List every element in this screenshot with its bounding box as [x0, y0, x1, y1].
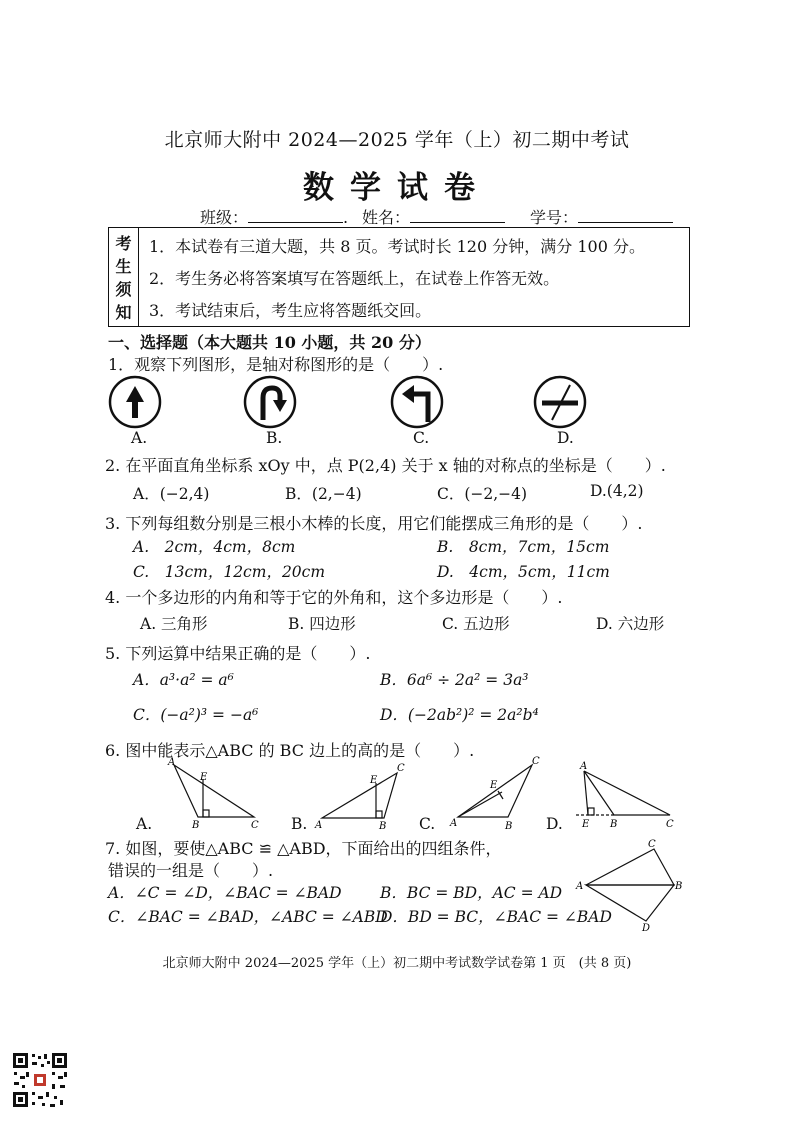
q5-option-c: C．(−a²)³ = −a⁶ — [133, 706, 259, 724]
name-label: 姓名： — [362, 208, 411, 227]
id-blank — [578, 208, 673, 223]
question-7-stem-line2: 错误的一组是（ ）. — [108, 861, 274, 880]
q3-option-a: A. 2cm，4cm，8cm — [133, 538, 296, 556]
u-turn-arrow-sign-icon — [245, 377, 295, 427]
svg-text:D: D — [642, 923, 651, 934]
name-blank — [410, 208, 505, 223]
q6-label-a: A. — [136, 815, 153, 833]
q7-option-c: C．∠BAC = ∠BAD，∠ABC = ∠ABD — [108, 908, 388, 926]
q5-option-d: D．(−2ab²)² = 2a²b⁴ — [380, 706, 539, 724]
up-arrow-sign-icon — [110, 377, 160, 427]
class-field: 班级： . — [200, 208, 349, 227]
notice-box — [108, 227, 690, 327]
q4-option-b: B. 四边形 — [288, 615, 356, 633]
q4-option-c: C. 五边形 — [442, 615, 510, 633]
svg-text:B: B — [192, 820, 200, 830]
question-6-stem: 6. 图中能表示△ABC 的 BC 边上的高的是（ ）. — [105, 741, 475, 760]
question-6-figures — [130, 755, 690, 830]
name-field — [362, 205, 505, 228]
notice-rule: 2．考生务必将答案填写在答题纸上，在试卷上作答无效。 — [149, 269, 560, 288]
notice-side-char: 考 — [115, 234, 132, 253]
q2-option-c: C．(−2,−4) — [437, 485, 528, 503]
q1-label-d: D. — [557, 429, 574, 447]
triangle-figure-c — [458, 765, 532, 817]
q6-label-c: C. — [419, 815, 436, 833]
class-label: 班级： — [200, 208, 249, 227]
q3-option-c: C. 13cm，12cm，20cm — [133, 563, 326, 581]
question-1-stem: 1．观察下列图形，是轴对称图形的是（ ）. — [108, 355, 444, 374]
q7-option-b: B．BC = BD，AC = AD — [380, 884, 563, 902]
question-5-stem: 5. 下列运算中结果正确的是（ ）. — [105, 644, 371, 663]
svg-text:B: B — [675, 881, 683, 892]
question-3-stem: 3. 下列每组数分别是三根小木棒的长度，用它们能摆成三角形的是（ ）. — [105, 514, 643, 533]
qr-code-icon — [12, 1052, 68, 1108]
q7-option-a: A．∠C = ∠D，∠BAC = ∠BAD — [108, 884, 342, 902]
school-title: 北京师大附中 2024—2025 学年（上）初二期中考试 — [164, 129, 630, 151]
section-heading: 一、选择题（本大题共 10 小题，共 20 分） — [108, 333, 431, 352]
q2-option-d: D.(4,2) — [590, 482, 644, 500]
q6-label-d: D. — [546, 815, 563, 833]
svg-text:A: A — [580, 761, 588, 772]
question-2-stem: 2. 在平面直角坐标系 xOy 中，点 P(2,4) 关于 x 轴的对称点的坐标是（ ）. — [105, 456, 666, 475]
notice-rule: 1．本试卷有三道大题，共 8 页。考试时长 120 分钟，满分 100 分。 — [149, 237, 645, 256]
q4-option-a: A. 三角形 — [140, 615, 208, 633]
svg-text:C: C — [532, 756, 540, 767]
svg-text:E: E — [370, 775, 378, 786]
triangle-figure-d — [576, 771, 670, 815]
id-label: 学号： — [530, 208, 579, 227]
svg-text:C: C — [648, 839, 656, 850]
q1-label-a: A. — [131, 429, 148, 447]
q1-label-b: B. — [266, 429, 283, 447]
svg-text:B: B — [610, 819, 618, 830]
q1-label-c: C. — [413, 429, 430, 447]
q7-option-d: D．BD = BC，∠BAC = ∠BAD — [380, 908, 612, 926]
q6-label-b: B. — [291, 815, 308, 833]
q2-option-a: A．(−2,4) — [133, 485, 210, 503]
svg-text:B: B — [379, 821, 387, 830]
page-footer: 北京师大附中 2024—2025 学年（上）初二期中考试数学试卷第 1 页 (共 8 页) — [162, 956, 632, 971]
svg-text:E: E — [490, 780, 498, 791]
svg-text:E: E — [200, 772, 208, 783]
class-blank — [248, 208, 343, 223]
svg-text:C: C — [666, 819, 674, 830]
notice-side-char: 须 — [115, 280, 132, 299]
svg-text:A: A — [315, 820, 323, 830]
question-1-figures — [100, 372, 600, 452]
notice-side-char: 生 — [115, 257, 132, 276]
q3-option-b: B. 8cm，7cm，15cm — [437, 538, 610, 556]
q5-option-b: B．6a⁶ ÷ 2a² = 3a³ — [380, 671, 529, 689]
notice-side-char: 知 — [115, 303, 132, 322]
id-field — [530, 205, 673, 228]
question-7-stem-line1: 7. 如图，要使△ABC ≌ △ABD，下面给出的四组条件， — [105, 839, 502, 858]
triangle-figure-a — [174, 765, 254, 817]
notice-rule: 3．考试结束后，考生应将答题纸交回。 — [149, 301, 432, 320]
svg-text:C: C — [251, 820, 259, 830]
q4-option-d: D. 六边形 — [596, 615, 665, 633]
svg-text:C: C — [397, 763, 405, 774]
left-turn-arrow-sign-icon — [392, 377, 442, 427]
question-4-stem: 4. 一个多边形的内角和等于它的外角和，这个多边形是（ ）. — [105, 588, 563, 607]
notice-side-label — [109, 228, 139, 326]
svg-text:B: B — [505, 821, 513, 830]
no-passing-sign-icon — [535, 377, 585, 427]
triangle-figure-b — [322, 773, 397, 818]
svg-text:E: E — [582, 819, 590, 830]
svg-text:A: A — [576, 881, 584, 892]
question-7-figure — [570, 835, 690, 935]
q5-option-a: A．a³·a² = a⁶ — [133, 671, 234, 689]
svg-text:A: A — [450, 818, 458, 829]
q3-option-d: D. 4cm，5cm，11cm — [437, 563, 610, 581]
q2-option-b: B．(2,−4) — [285, 485, 362, 503]
paper-title: 数学试卷 — [303, 170, 491, 206]
svg-text:A: A — [168, 757, 176, 768]
congruent-triangles-diagram — [586, 849, 674, 921]
